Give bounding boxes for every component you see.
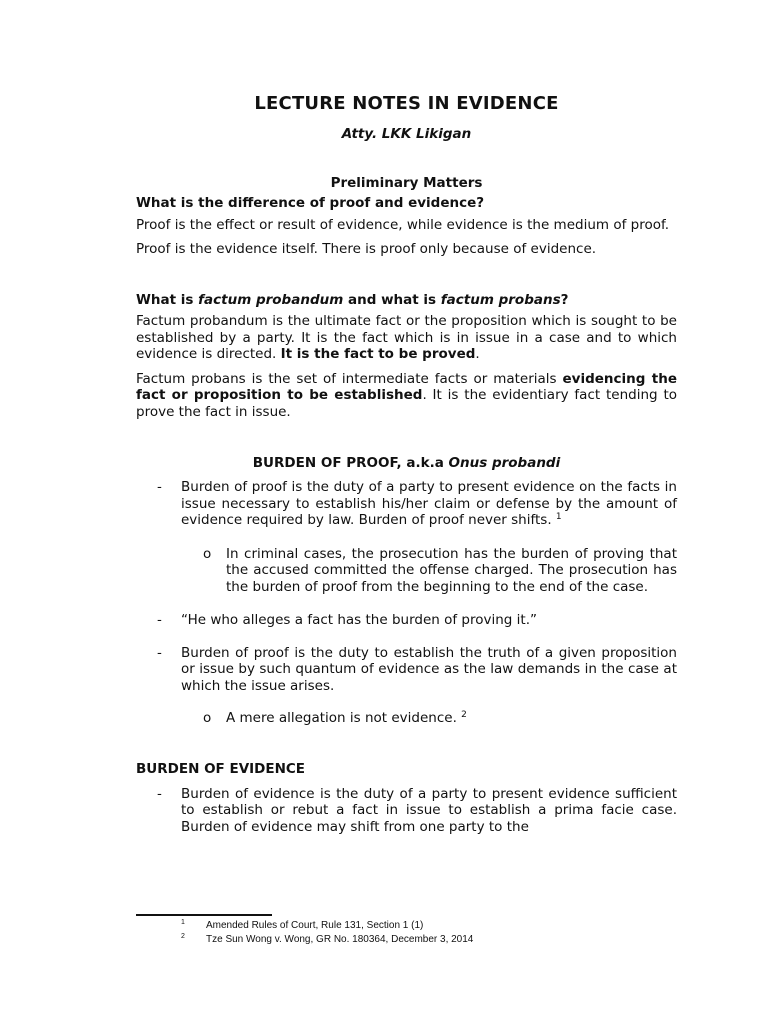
list-item-he-who-alleges	[136, 612, 677, 629]
paragraph-factum-probans-text: Factum probans is the set of intermediate facts or materials	[136, 370, 563, 387]
footnote-text: Tze Sun Wong v. Wong, GR No. 180364, December 3, 2014	[206, 934, 474, 945]
document-body	[136, 92, 677, 835]
list-item-burden-of-evidence	[136, 786, 677, 836]
footnote-item	[136, 933, 677, 947]
burden-duty-text: Burden of proof is the duty of a party to present evidence on the facts in issue necessary to establish his/her claim or defense by the amount of evidence required by law. Burden of proof never shifts.	[181, 479, 677, 528]
question-factum-text-1: What is	[136, 292, 199, 308]
paragraph-factum-probans-end: . It is the evidentiary fact tending to prove the fact in issue.	[136, 387, 677, 420]
dash-bullet: -	[157, 479, 162, 495]
footnotes	[136, 919, 677, 947]
mere-allegation-text: A mere allegation is not evidence.	[226, 710, 462, 726]
list-item-text: “He who alleges a fact has the burden of proving it.”	[181, 612, 537, 628]
paragraph-factum-probandum-text: Factum probandum is the ultimate fact or the proposition which is sought to be established by a party. It is the fact which is in issue in a case and to which evidence is directed.	[136, 313, 677, 362]
section-heading-burden-of-evidence: BURDEN OF EVIDENCE	[136, 760, 306, 777]
list-item-burden-truth	[136, 645, 677, 695]
section-heading-burden-of-proof	[136, 454, 677, 472]
footnote-number: 1	[181, 919, 185, 926]
sub-item-text	[226, 710, 677, 727]
paragraph-factum-probans-bold: evidencing the fact or proposition to be established	[136, 370, 677, 403]
dash-bullet: -	[157, 612, 162, 628]
footnote-ref-2: 2	[461, 710, 467, 720]
document-author: Atty. LKK Likigan	[341, 126, 472, 142]
footnote-item	[136, 919, 677, 933]
question-factum-text-3: ?	[560, 292, 569, 308]
burden-of-proof-heading-text: BURDEN OF PROOF, a.k.a	[252, 455, 449, 471]
circle-bullet: o	[203, 545, 212, 562]
document-title: LECTURE NOTES IN EVIDENCE	[254, 93, 559, 114]
list-item-text: Burden of proof is the duty to establish the truth of a given proposition or issue by such quantum of evidence as the law demands in the case at which the issue arises.	[181, 644, 677, 694]
question-factum	[136, 291, 677, 309]
list-item-text	[181, 479, 677, 529]
paragraph-factum-probans	[136, 371, 677, 421]
paragraph-factum-probandum	[136, 313, 677, 363]
paragraph-factum-probandum-end: .	[475, 346, 480, 362]
footnote-separator	[136, 914, 272, 916]
list-item-text: Burden of evidence is the duty of a party to present evidence sufficient to establish or rebut a fact in issue to establish a prima facie case. Burden of evidence may shift from one party to the	[181, 785, 677, 835]
paragraph-proof-effect: Proof is the effect or result of evidence, while evidence is the medium of proof.	[136, 217, 670, 233]
burden-of-proof-heading-italic: Onus probandi	[448, 455, 561, 471]
dash-bullet: -	[157, 644, 162, 661]
question-proof-vs-evidence: What is the difference of proof and evidence?	[136, 195, 485, 211]
dash-bullet: -	[157, 785, 162, 802]
question-factum-text-2: and what is	[343, 292, 441, 308]
question-factum-italic-1: factum probandum	[198, 292, 344, 308]
paragraph-proof-itself: Proof is the evidence itself. There is proof only because of evidence.	[136, 240, 597, 257]
sub-item-mere-allegation	[136, 710, 677, 727]
footnote-text: Amended Rules of Court, Rule 131, Section 1 (1)	[206, 920, 424, 931]
paragraph-factum-probandum-bold: It is the fact to be proved	[280, 346, 476, 362]
section-heading-preliminary: Preliminary Matters	[330, 175, 483, 191]
sub-item-text: In criminal cases, the prosecution has the burden of proving that the accused committed the offense charged. The prosecution has the burden of proof from the beginning to the end of the case.	[226, 545, 677, 595]
list-item-burden-duty	[136, 479, 677, 529]
circle-bullet: o	[203, 710, 212, 726]
question-factum-italic-2: factum probans	[440, 292, 561, 308]
footnote-number: 2	[181, 933, 185, 940]
footnote-ref-1: 1	[555, 512, 562, 522]
sub-item-criminal-cases	[136, 546, 677, 596]
